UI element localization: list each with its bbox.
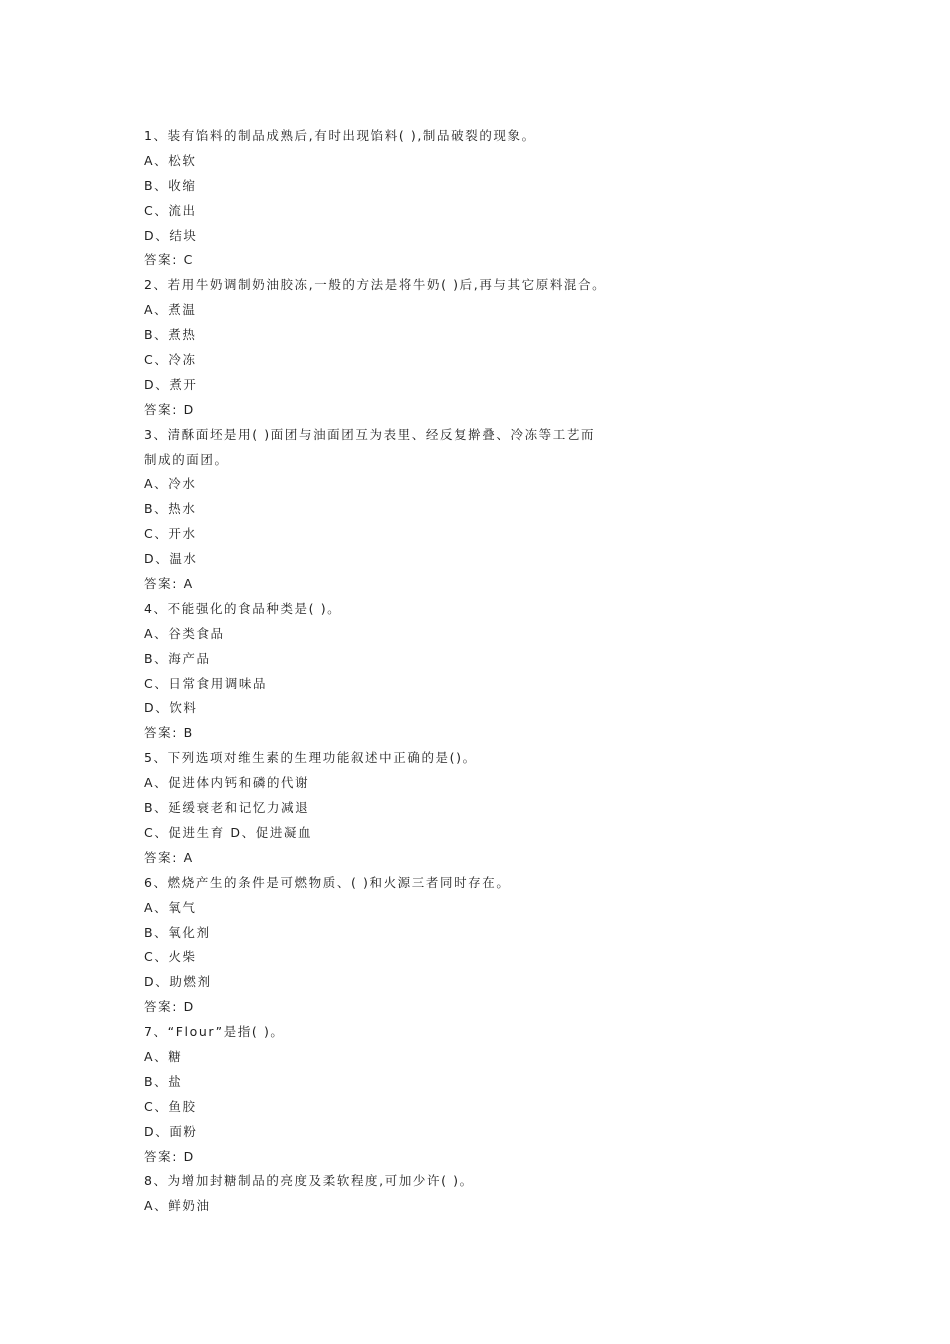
text-line: C、开水	[144, 526, 197, 542]
text-line: B、热水	[144, 501, 197, 517]
text-line: B、收缩	[144, 177, 197, 193]
text-line: A、冷水	[144, 476, 197, 492]
text-line: C、日常食用调味品	[144, 675, 268, 691]
text-line: 5、下列选项对维生素的生理功能叙述中正确的是()。	[144, 750, 477, 766]
text-line: D、助燃剂	[144, 974, 212, 990]
text-line: A、氧气	[144, 899, 197, 915]
text-line: D、温水	[144, 551, 198, 567]
text-line: C、冷冻	[144, 352, 197, 368]
text-line: C、鱼胶	[144, 1098, 197, 1114]
text-line: C、流出	[144, 202, 197, 218]
text-line: 答案: D	[144, 401, 195, 417]
text-line: D、结块	[144, 227, 198, 243]
text-line: 答案: A	[144, 576, 194, 592]
text-line: 4、不能强化的食品种类是( )。	[144, 600, 342, 616]
text-line: B、盐	[144, 1073, 183, 1089]
text-line: C、火柴	[144, 949, 197, 965]
text-line: 8、为增加封糖制品的亮度及柔软程度,可加少许( )。	[144, 1173, 474, 1189]
text-line: A、谷类食品	[144, 625, 225, 641]
text-line: C、促进生育 D、促进凝血	[144, 824, 313, 840]
text-line: 制成的面团。	[144, 451, 229, 467]
text-line: 1、装有馅料的制品成熟后,有时出现馅料( ),制品破裂的现象。	[144, 128, 536, 143]
text-line: 3、清酥面坯是用( )面团与油面团互为表里、经反复擀叠、冷冻等工艺而	[144, 426, 596, 442]
text-line: B、延缓衰老和记忆力减退	[144, 800, 310, 816]
text-line: 答案: A	[144, 849, 194, 865]
text-line: 答案: D	[144, 1148, 195, 1164]
document-body	[144, 124, 624, 1219]
text-line: D、面粉	[144, 1123, 198, 1139]
text-line: B、煮热	[144, 327, 197, 343]
text-line: 答案: D	[144, 999, 195, 1015]
text-line: 2、若用牛奶调制奶油胶冻,一般的方法是将牛奶( )后,再与其它原料混合。	[144, 277, 607, 293]
text-line: B、海产品	[144, 650, 211, 666]
text-line: D、饮料	[144, 700, 198, 716]
text-line: A、煮温	[144, 302, 197, 318]
text-line: 6、燃烧产生的条件是可燃物质、( )和火源三者同时存在。	[144, 874, 511, 890]
text-line: A、糖	[144, 1048, 183, 1064]
text-line: B、氧化剂	[144, 924, 211, 940]
text-line: A、鲜奶油	[144, 1198, 211, 1214]
text-line: 答案: C	[144, 252, 194, 268]
text-line: A、松软	[144, 152, 197, 168]
text-line: 7、“Flour”是指( )。	[144, 1024, 285, 1040]
text-line: A、促进体内钙和磷的代谢	[144, 775, 310, 791]
text-line: 答案: B	[144, 725, 194, 741]
text-line: D、煮开	[144, 376, 198, 392]
